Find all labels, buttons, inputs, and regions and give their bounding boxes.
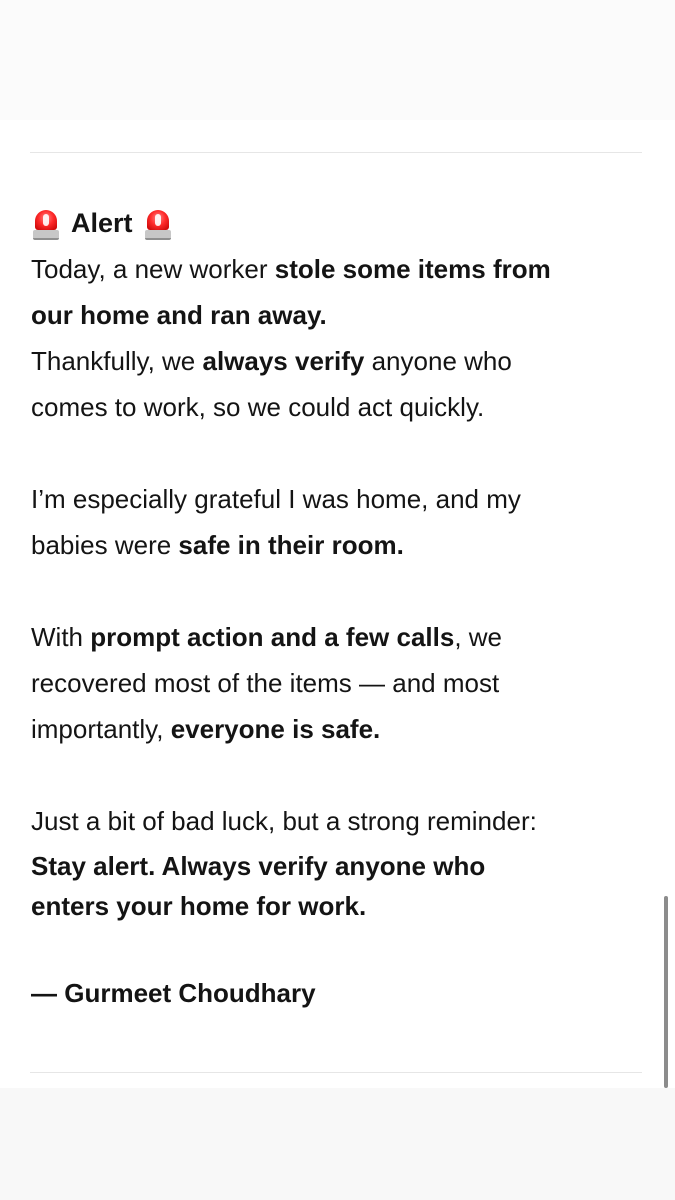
paragraph-line: I’m especially grateful I was home, and my — [31, 484, 521, 514]
paragraph-line: importantly, everyone is safe. — [31, 714, 381, 744]
paragraph-line: babies were safe in their room. — [31, 530, 404, 560]
top-background — [0, 0, 675, 120]
paragraph-line: With prompt action and a few calls, we — [31, 622, 502, 652]
police-car-light-icon — [143, 206, 173, 240]
paragraph-line: recovered most of the items — and most — [31, 668, 500, 698]
paragraph-line: comes to work, so we could act quickly. — [31, 392, 485, 422]
police-car-light-icon — [31, 206, 61, 240]
signature: — Gurmeet Choudhary — [31, 978, 316, 1008]
top-divider — [30, 152, 642, 153]
bottom-background — [0, 1088, 675, 1200]
post-body — [31, 200, 631, 1016]
bottom-divider — [30, 1072, 642, 1073]
scrollbar-thumb[interactable] — [664, 896, 668, 1088]
paragraph-line: Today, a new worker stole some items from — [31, 254, 551, 284]
paragraph-line: Just a bit of bad luck, but a strong reminder: — [31, 806, 537, 836]
paragraph-line: Stay alert. Always verify anyone who — [31, 851, 486, 881]
paragraph-line: Thankfully, we always verify anyone who — [31, 346, 512, 376]
paragraph-line: our home and ran away. — [31, 300, 327, 330]
post-title-text: Alert — [71, 208, 133, 238]
paragraph-line: enters your home for work. — [31, 891, 367, 921]
post-title — [31, 200, 631, 246]
